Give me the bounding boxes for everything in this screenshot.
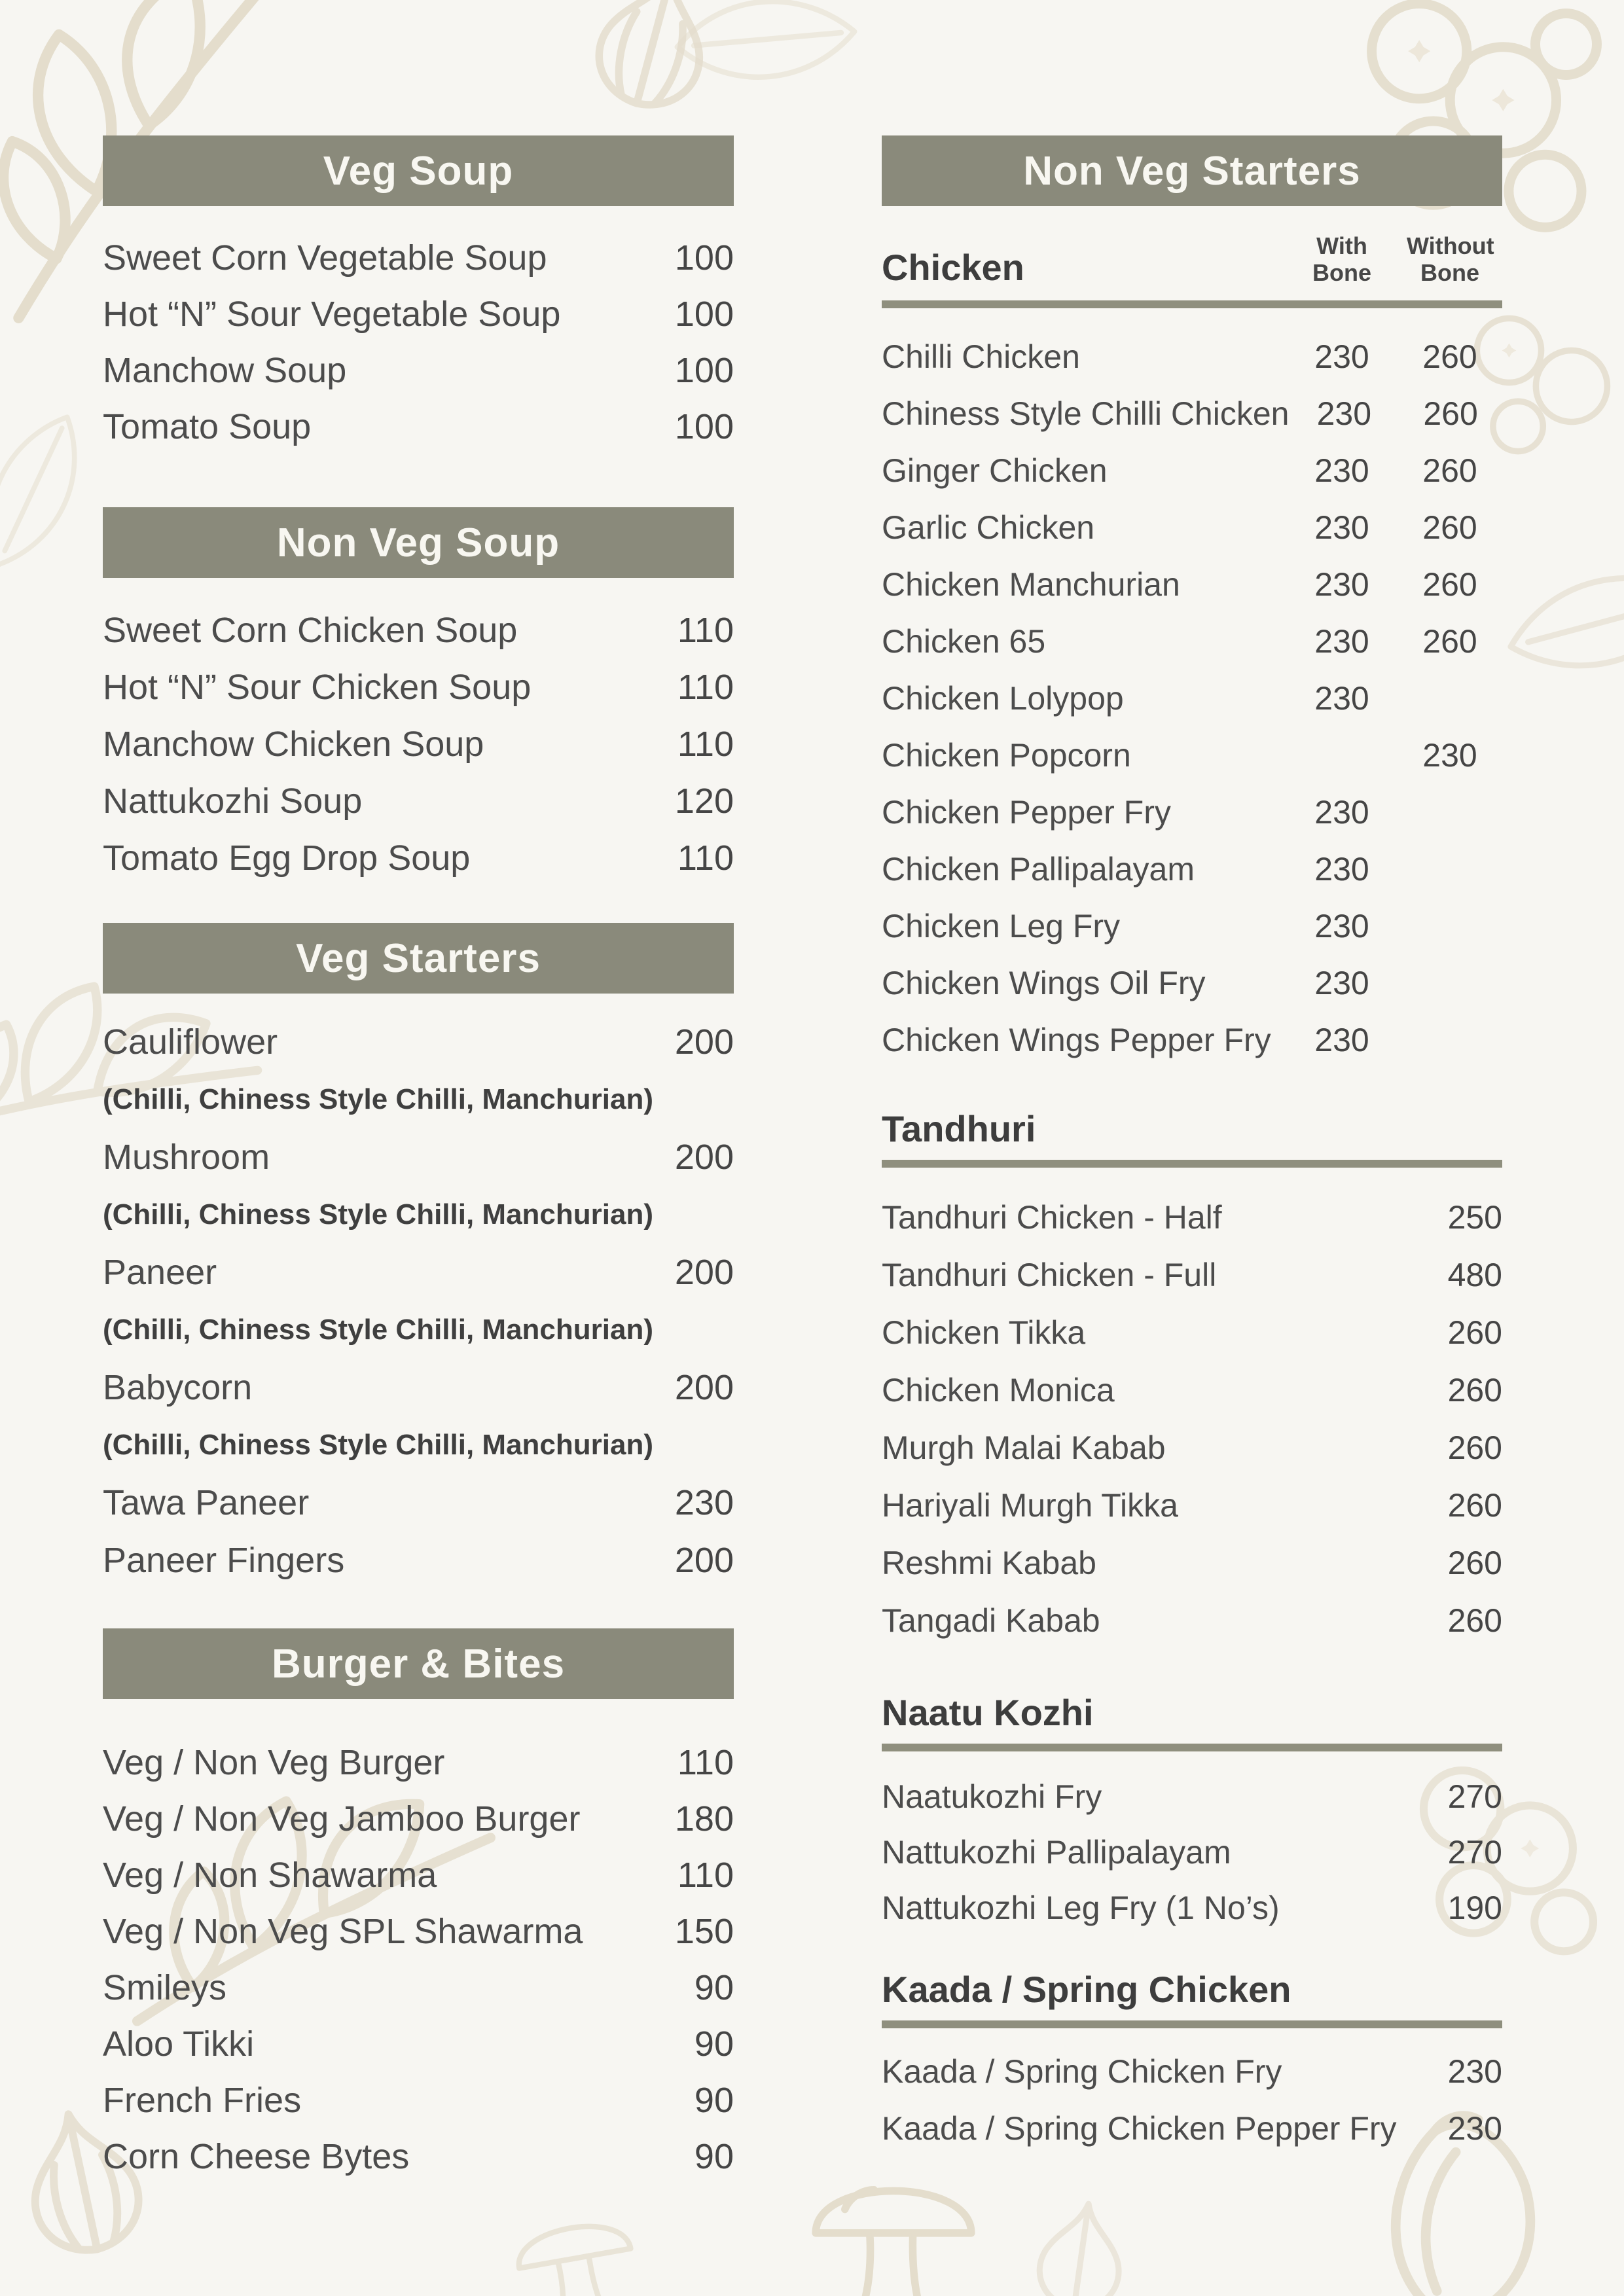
list-item: [103, 1301, 734, 1359]
section-title: Non Veg Soup: [276, 520, 560, 565]
item-price: 260: [1447, 1545, 1502, 1581]
item-price: 200: [674, 1138, 734, 1177]
item-name: Tomato Soup: [103, 407, 312, 446]
with-bone-price: 230: [1314, 452, 1369, 489]
garlic-sketch-icon: [984, 2168, 1176, 2296]
subsection-heading-naatu-kozhi: Naatu Kozhi: [882, 1692, 1094, 1733]
item-price: 200: [674, 1253, 734, 1292]
veg-soup-items: [103, 230, 734, 455]
item-name: Tandhuri Chicken - Full: [882, 1257, 1217, 1293]
item-name: Tomato Egg Drop Soup: [103, 838, 471, 878]
section-header-veg-starters: [103, 923, 734, 994]
subsection-heading-tandhuri: Tandhuri: [882, 1108, 1036, 1149]
item-name: Ginger Chicken: [882, 452, 1108, 489]
list-item: [103, 1474, 734, 1532]
table-row: [882, 897, 1502, 954]
section-title: Veg Starters: [296, 935, 541, 981]
with-bone-price: 230: [1314, 964, 1369, 1001]
with-bone-price: 230: [1314, 850, 1369, 888]
table-row: [882, 670, 1502, 726]
list-item: [103, 829, 734, 886]
item-name: Chicken Lolypop: [882, 679, 1124, 717]
item-price: 190: [1447, 1889, 1502, 1926]
item-price: 110: [677, 1856, 734, 1895]
chicken-items: [882, 328, 1502, 1068]
table-row: [882, 783, 1502, 840]
list-item: [882, 1304, 1502, 1361]
list-item: [882, 1824, 1502, 1880]
item-name: Paneer: [103, 1253, 217, 1292]
table-row: [882, 613, 1502, 670]
item-price: 100: [674, 238, 734, 278]
list-item: [103, 1416, 734, 1474]
list-item: [103, 1532, 734, 1589]
with-bone-price: 230: [1314, 565, 1369, 603]
list-item: [103, 1013, 734, 1071]
with-bone-price: 230: [1314, 1021, 1369, 1058]
table-row: [882, 556, 1502, 613]
item-name: Kaada / Spring Chicken Fry: [882, 2053, 1282, 2090]
item-price: 90: [694, 2081, 734, 2120]
list-item: [103, 1359, 734, 1416]
item-price: 100: [674, 407, 734, 446]
list-item: [103, 2016, 734, 2072]
item-note: (Chilli, Chiness Style Chilli, Manchurian): [103, 1429, 654, 1461]
item-price: 110: [677, 838, 734, 878]
list-item: [103, 1186, 734, 1244]
item-name: Naatukozhi Fry: [882, 1778, 1102, 1815]
with-bone-price: 230: [1314, 338, 1369, 375]
without-bone-column-label: Without Bone: [1407, 232, 1494, 286]
section-header-burger-bites: [103, 1628, 734, 1699]
item-name: Chicken Wings Oil Fry: [882, 964, 1206, 1001]
item-name: Chicken Popcorn: [882, 736, 1131, 774]
item-price: 110: [677, 724, 734, 764]
section-header-non-veg-soup: [103, 507, 734, 578]
list-item: [103, 1903, 734, 1960]
list-item: [103, 1960, 734, 2016]
right-column: [882, 135, 1502, 2157]
veg-starters-items: [103, 1013, 734, 1589]
with-bone-column-label: With Bone: [1312, 232, 1371, 286]
list-item: [103, 715, 734, 772]
list-item: [103, 1791, 734, 1847]
list-item: [882, 1592, 1502, 1649]
item-name: Cauliflower: [103, 1022, 278, 1062]
divider-rule: [882, 1160, 1502, 1168]
list-item: [882, 1534, 1502, 1592]
non-veg-soup-items: [103, 601, 734, 886]
item-price: 230: [1447, 2053, 1502, 2090]
item-name: Chicken Tikka: [882, 1314, 1086, 1351]
item-price: 90: [694, 1968, 734, 2007]
item-note: (Chilli, Chiness Style Chilli, Manchurian): [103, 1314, 654, 1346]
list-item: [882, 1361, 1502, 1419]
item-name: Mushroom: [103, 1138, 270, 1177]
item-name: Hariyali Murgh Tikka: [882, 1487, 1178, 1524]
item-price: 200: [674, 1541, 734, 1580]
item-name: Manchow Soup: [103, 351, 347, 390]
item-name: Paneer Fingers: [103, 1541, 345, 1580]
without-bone-price: 230: [1422, 736, 1477, 774]
item-price: 110: [677, 1743, 734, 1782]
item-price: 260: [1447, 1372, 1502, 1408]
item-name: Aloo Tikki: [103, 2024, 255, 2064]
item-name: Veg / Non Veg SPL Shawarma: [103, 1912, 583, 1951]
chicken-heading: Chicken: [882, 247, 1024, 288]
item-name: Hot “N” Sour Chicken Soup: [103, 667, 532, 707]
section-title: Non Veg Starters: [1023, 148, 1361, 194]
list-item: [103, 342, 734, 399]
list-item: [882, 2100, 1502, 2157]
list-item: [103, 772, 734, 829]
item-price: 260: [1447, 1429, 1502, 1466]
section-header-non-veg-starters: [882, 135, 1502, 206]
naatu-kozhi-items: [882, 1768, 1502, 1935]
item-price: 270: [1447, 1778, 1502, 1815]
item-name: Chicken Pallipalayam: [882, 850, 1195, 888]
item-name: Chicken Pepper Fry: [882, 793, 1171, 831]
item-name: Veg / Non Shawarma: [103, 1856, 437, 1895]
item-name: French Fries: [103, 2081, 302, 2120]
item-price: 90: [694, 2137, 734, 2176]
item-name: Sweet Corn Chicken Soup: [103, 610, 518, 650]
item-name: Nattukozhi Soup: [103, 781, 363, 821]
item-name: Chiness Style Chilli Chicken: [882, 395, 1290, 432]
item-name: Chicken Leg Fry: [882, 907, 1121, 944]
item-name: Reshmi Kabab: [882, 1545, 1096, 1581]
without-bone-price: 260: [1423, 395, 1478, 432]
item-name: Manchow Chicken Soup: [103, 724, 484, 764]
list-item: [103, 1128, 734, 1186]
item-price: 100: [674, 351, 734, 390]
with-bone-price: 230: [1314, 907, 1369, 944]
table-row: [882, 385, 1502, 442]
with-bone-price: 230: [1314, 793, 1369, 831]
list-item: [103, 2128, 734, 2185]
list-item: [882, 1246, 1502, 1304]
list-item: [882, 1477, 1502, 1534]
item-price: 90: [694, 2024, 734, 2064]
item-name: Sweet Corn Vegetable Soup: [103, 238, 547, 278]
item-price: 150: [674, 1912, 734, 1951]
tandhuri-items: [882, 1189, 1502, 1649]
without-bone-price: 260: [1422, 452, 1477, 489]
list-item: [103, 286, 734, 342]
left-column: [103, 135, 734, 2185]
list-item: [103, 601, 734, 658]
item-price: 260: [1447, 1314, 1502, 1351]
item-name: Chicken 65: [882, 622, 1046, 660]
item-note: (Chilli, Chiness Style Chilli, Manchurian): [103, 1198, 654, 1230]
item-name: Tawa Paneer: [103, 1483, 310, 1522]
item-price: 110: [677, 667, 734, 707]
item-price: 230: [1447, 2109, 1502, 2147]
item-name: Chicken Monica: [882, 1372, 1115, 1408]
list-item: [103, 1847, 734, 1903]
item-price: 180: [674, 1799, 734, 1839]
leaf-sketch-icon: [1487, 505, 1624, 738]
item-price: 270: [1447, 1833, 1502, 1871]
without-bone-price: 260: [1422, 565, 1477, 603]
item-name: Murgh Malai Kabab: [882, 1429, 1166, 1466]
with-bone-price: 230: [1316, 395, 1372, 432]
item-price: 250: [1447, 1199, 1502, 1236]
divider-rule: [882, 300, 1502, 308]
item-price: 200: [674, 1022, 734, 1062]
item-price: 260: [1447, 1602, 1502, 1639]
burger-bites-items: [103, 1734, 734, 2185]
item-name: Garlic Chicken: [882, 509, 1095, 546]
list-item: [882, 1419, 1502, 1477]
item-price: 200: [674, 1368, 734, 1407]
table-row: [882, 442, 1502, 499]
list-item: [882, 1189, 1502, 1246]
list-item: [103, 399, 734, 455]
item-name: Nattukozhi Leg Fry (1 No’s): [882, 1889, 1280, 1926]
with-bone-price: 230: [1314, 622, 1369, 660]
item-name: Chicken Wings Pepper Fry: [882, 1021, 1271, 1058]
item-name: Tandhuri Chicken - Half: [882, 1199, 1222, 1236]
without-bone-price: 260: [1422, 509, 1477, 546]
item-name: Corn Cheese Bytes: [103, 2137, 410, 2176]
list-item: [103, 658, 734, 715]
list-item: [882, 1768, 1502, 1824]
with-bone-price: 230: [1314, 509, 1369, 546]
item-name: Veg / Non Veg Jamboo Burger: [103, 1799, 581, 1839]
item-name: Smileys: [103, 1968, 227, 2007]
item-price: 480: [1447, 1257, 1502, 1293]
list-item: [103, 230, 734, 286]
item-price: 260: [1447, 1487, 1502, 1524]
item-name: Veg / Non Veg Burger: [103, 1743, 445, 1782]
section-title: Veg Soup: [323, 148, 514, 194]
mushroom-sketch-icon: [785, 2134, 1001, 2296]
table-row: [882, 1011, 1502, 1068]
list-item: [103, 1071, 734, 1128]
item-price: 230: [674, 1483, 734, 1522]
section-header-veg-soup: [103, 135, 734, 206]
table-row: [882, 328, 1502, 385]
item-name: Tangadi Kabab: [882, 1602, 1100, 1639]
kaada-spring-chicken-items: [882, 2043, 1502, 2157]
table-row: [882, 499, 1502, 556]
table-row: [882, 954, 1502, 1011]
list-item: [882, 2043, 1502, 2100]
item-name: Kaada / Spring Chicken Pepper Fry: [882, 2109, 1397, 2147]
chicken-table-header: [882, 232, 1502, 291]
divider-rule: [882, 2020, 1502, 2028]
list-item: [103, 2072, 734, 2128]
list-item: [103, 1734, 734, 1791]
subsection-heading-kaada-spring-chicken: Kaada / Spring Chicken: [882, 1969, 1291, 2010]
item-name: Chicken Manchurian: [882, 565, 1180, 603]
without-bone-price: 260: [1422, 622, 1477, 660]
mushroom-sketch-icon: [485, 2174, 667, 2296]
table-row: [882, 840, 1502, 897]
divider-rule: [882, 1744, 1502, 1751]
item-price: 110: [677, 610, 734, 650]
item-name: Hot “N” Sour Vegetable Soup: [103, 295, 561, 334]
item-name: Babycorn: [103, 1368, 253, 1407]
item-note: (Chilli, Chiness Style Chilli, Manchurian): [103, 1083, 654, 1115]
item-name: Nattukozhi Pallipalayam: [882, 1833, 1231, 1871]
table-row: [882, 726, 1502, 783]
item-price: 100: [674, 295, 734, 334]
list-item: [103, 1244, 734, 1301]
list-item: [882, 1880, 1502, 1935]
with-bone-price: 230: [1314, 679, 1369, 717]
section-title: Burger & Bites: [271, 1641, 566, 1687]
item-name: Chilli Chicken: [882, 338, 1080, 375]
item-price: 120: [674, 781, 734, 821]
without-bone-price: 260: [1422, 338, 1477, 375]
